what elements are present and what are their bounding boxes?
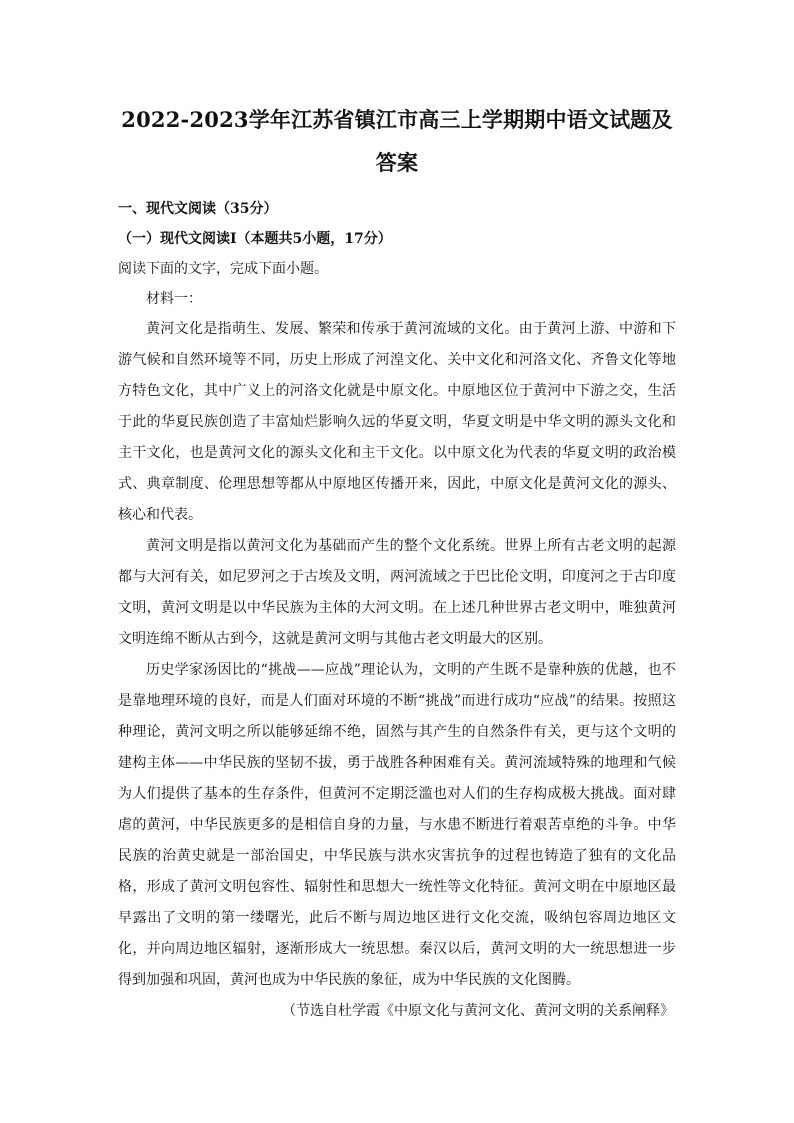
paragraph-challenge-response-theory: 历史学家汤因比的“挑战——应战”理论认为，文明的产生既不是靠种族的优越，也不是靠地理环境的良好，而是人们面对环境的不断“挑战”而进行成功“应战”的结果。按照这种理论，黄河文明之所以能够延绵不绝，固然与其产生的自然条件有关，更与这个文明的建构主体——中华民族的坚韧不拔，勇于战胜各种困难有关。黄河流域特殊的地理和气候为人们提供了基本的生存条件，但黄河不定期泛滥也对人们的生存构成极大挑战。面对肆虐的黄河，中华民族更多的是相信自身的力量，与水患不断进行着艰苦卓绝的斗争。中华民族的治黄史就是一部治国史，中华民族与洪水灾害抗争的过程也铸造了独有的文化品格，形成了黄河文明包容性、辐射性和思想大一统性等文化特征。黄河文明在中原地区最早露出了文明的第一缕曙光，此后不断与周边地区进行文化交流，吸纳包容周边地区文化，并向周边地区辐射，逐渐形成大一统思想。秦汉以后，黄河文明的大一统思想进一步得到加强和巩固，黄河也成为中华民族的象征，成为中华民族的文化图腾。 bbox=[118, 662, 676, 988]
paragraph-yellow-river-culture: 黄河文化是指萌生、发展、繁荣和传承于黄河流域的文化。由于黄河上游、中游和下游气候和自然环境等不同，历史上形成了河湟文化、关中文化和河洛文化、齐鲁文化等地方特色文化，其中广义上的河洛文化就是中原文化。中原地区位于黄河中下游之交，生活于此的华夏民族创造了丰富灿烂影响久远的华夏文明，华夏文明是中华文明的源头文化和主干文化，也是黄河文化的源头文化和主干文化。以中原文化为代表的华夏文明的政治模式、典章制度、伦理思想等都从中原地区传播开来，因此，中原文化是黄河文化的源头、核心和代表。 bbox=[118, 321, 676, 523]
paragraph-yellow-river-civilization: 黄河文明是指以黄河文化为基础而产生的整个文化系统。世界上所有古老文明的起源都与大河有关，如尼罗河之于古埃及文明，两河流域之于巴比伦文明，印度河之于古印度文明，黄河文明是以中华民族为主体的大河文明。在上述几种世界古老文明中，唯独黄河文明连绵不断从古到今，这就是黄河文明与其他古老文明最大的区别。 bbox=[118, 538, 676, 647]
source-citation: （节选自杜学霞《中原文化与黄河文化、黄河文明的关系阐释》 bbox=[282, 1003, 674, 1019]
material-label: 材料一： bbox=[146, 291, 202, 307]
document-title: 2022-2023学年江苏省镇江市高三上学期期中语文试题及答案 bbox=[121, 107, 673, 175]
reading-instruction: 阅读下面的文字，完成下面小题。 bbox=[118, 261, 328, 277]
section-heading-modern-reading: 一、现代文阅读（35分） bbox=[118, 201, 278, 217]
subsection-heading-reading-1: （一）现代文阅读Ⅰ（本题共5小题，17分） bbox=[118, 231, 392, 247]
